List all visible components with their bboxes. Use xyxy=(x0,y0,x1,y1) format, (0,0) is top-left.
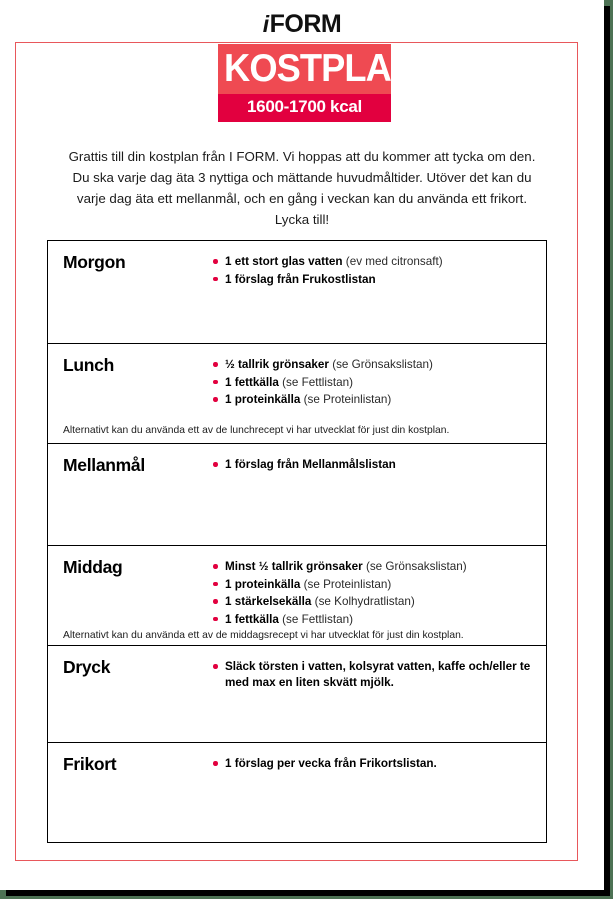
meal-item xyxy=(213,357,532,373)
meal-item-main: 1 stärkelsekälla xyxy=(225,595,312,608)
meal-note: Alternativt kan du använda ett av de middagsrecept vi har utvecklat för just din kostplan. xyxy=(63,630,464,641)
meal-item-main: Minst ½ tallrik grönsaker xyxy=(225,560,363,573)
meal-item-list xyxy=(213,743,546,774)
meal-item-reference: (se Fettlistan) xyxy=(278,612,353,626)
meal-title: Mellanmål xyxy=(63,455,145,475)
meal-item xyxy=(213,392,532,408)
meal-note: Alternativt kan du använda ett av de lunchrecept vi har utvecklat för just din kostplan. xyxy=(63,425,450,436)
meal-row xyxy=(48,444,546,546)
meal-item-list xyxy=(213,444,546,475)
meal-item-list xyxy=(213,646,546,692)
meal-item-reference: (se Proteinlistan) xyxy=(300,393,392,406)
bullet-dot-icon xyxy=(213,582,218,587)
meal-row xyxy=(48,646,546,743)
meal-title: Frikort xyxy=(63,754,117,774)
meal-row-body xyxy=(48,743,546,774)
meal-row xyxy=(48,743,546,843)
meal-row-body xyxy=(48,241,546,289)
meal-row xyxy=(48,241,546,344)
meal-row-body xyxy=(48,344,546,410)
masthead xyxy=(0,10,604,38)
logo-i-letter: i xyxy=(262,11,269,37)
meal-item xyxy=(213,612,532,628)
meal-item xyxy=(213,659,532,690)
meal-title: Middag xyxy=(63,557,123,577)
bullet-dot-icon xyxy=(213,277,218,282)
meal-item-main: 1 proteinkälla xyxy=(225,577,301,591)
meal-item-main: 1 förslag från Frukostlistan xyxy=(225,272,376,286)
meal-title: Dryck xyxy=(63,657,111,677)
bullet-dot-icon xyxy=(213,564,218,569)
meal-item-main: Släck törsten i vatten, kolsyrat vatten, kaffe och/eller te med max en liten skvätt mjölk. xyxy=(225,660,531,689)
bullet-dot-icon xyxy=(213,259,218,264)
meal-item-reference: (se Kolhydratlistan) xyxy=(311,595,415,608)
meal-item-main: ½ tallrik grönsaker xyxy=(225,358,329,371)
bullet-dot-icon xyxy=(213,397,218,402)
bullet-dot-icon xyxy=(213,761,218,766)
meal-item xyxy=(213,577,532,593)
banner-title: KOSTPLAN xyxy=(224,47,417,90)
meal-title: Lunch xyxy=(63,355,114,375)
meal-row xyxy=(48,546,546,646)
bullet-dot-icon xyxy=(213,380,218,385)
meal-item xyxy=(213,756,532,772)
iform-logo xyxy=(263,10,342,38)
bullet-dot-icon xyxy=(213,664,218,669)
meal-item-reference: (ev med citronsaft) xyxy=(342,255,443,268)
meal-row-body xyxy=(48,646,546,692)
bullet-dot-icon xyxy=(213,462,218,467)
banner-kcal-block xyxy=(218,94,391,122)
meal-item-reference: (se Grönsakslistan) xyxy=(362,560,467,573)
meal-item xyxy=(213,594,532,610)
logo-form-word: FORM xyxy=(269,10,342,38)
meal-item-list xyxy=(213,546,546,629)
meal-item-reference: (se Grönsakslistan) xyxy=(328,358,433,371)
meal-item-list xyxy=(213,241,546,289)
meal-item xyxy=(213,254,532,270)
meal-item xyxy=(213,375,532,391)
meal-item-main: 1 fettkälla xyxy=(225,375,279,389)
bullet-dot-icon xyxy=(213,362,218,367)
row-spacer xyxy=(48,410,546,425)
bullet-dot-icon xyxy=(213,617,218,622)
meal-item-list xyxy=(213,344,546,410)
meal-item xyxy=(213,559,532,575)
meal-row-body xyxy=(48,444,546,475)
meal-item-main: 1 förslag från Mellanmålslistan xyxy=(225,458,396,471)
meal-item-main: 1 ett stort glas vatten xyxy=(225,255,343,268)
meal-title: Morgon xyxy=(63,252,126,272)
meal-item-reference: (se Proteinlistan) xyxy=(300,577,392,591)
meal-item-main: 1 förslag per vecka från Frikortslistan. xyxy=(225,757,437,770)
bullet-dot-icon xyxy=(213,599,218,604)
meal-row-body xyxy=(48,546,546,629)
meal-row xyxy=(48,344,546,444)
meal-item xyxy=(213,272,532,288)
meal-plan-table xyxy=(47,240,547,843)
meal-item-reference: (se Fettlistan) xyxy=(278,375,353,389)
banner-title-block xyxy=(218,44,417,94)
kostplan-banner xyxy=(218,44,417,122)
meal-item xyxy=(213,457,532,473)
banner-kcal-label: 1600-1700 kcal xyxy=(247,97,362,116)
meal-item-main: 1 proteinkälla xyxy=(225,393,301,406)
intro-paragraph: Grattis till din kostplan från I FORM. Vi hoppas att du kommer att tycka om den. Du ska varje dag äta 3 nyttiga och mättande huvudmåltider. Utöver det kan du varje dag äta ett mellanmål, och en gång i veckan kan du använda ett frikort. Lycka till! xyxy=(68,149,536,227)
meal-item-main: 1 fettkälla xyxy=(225,612,279,626)
